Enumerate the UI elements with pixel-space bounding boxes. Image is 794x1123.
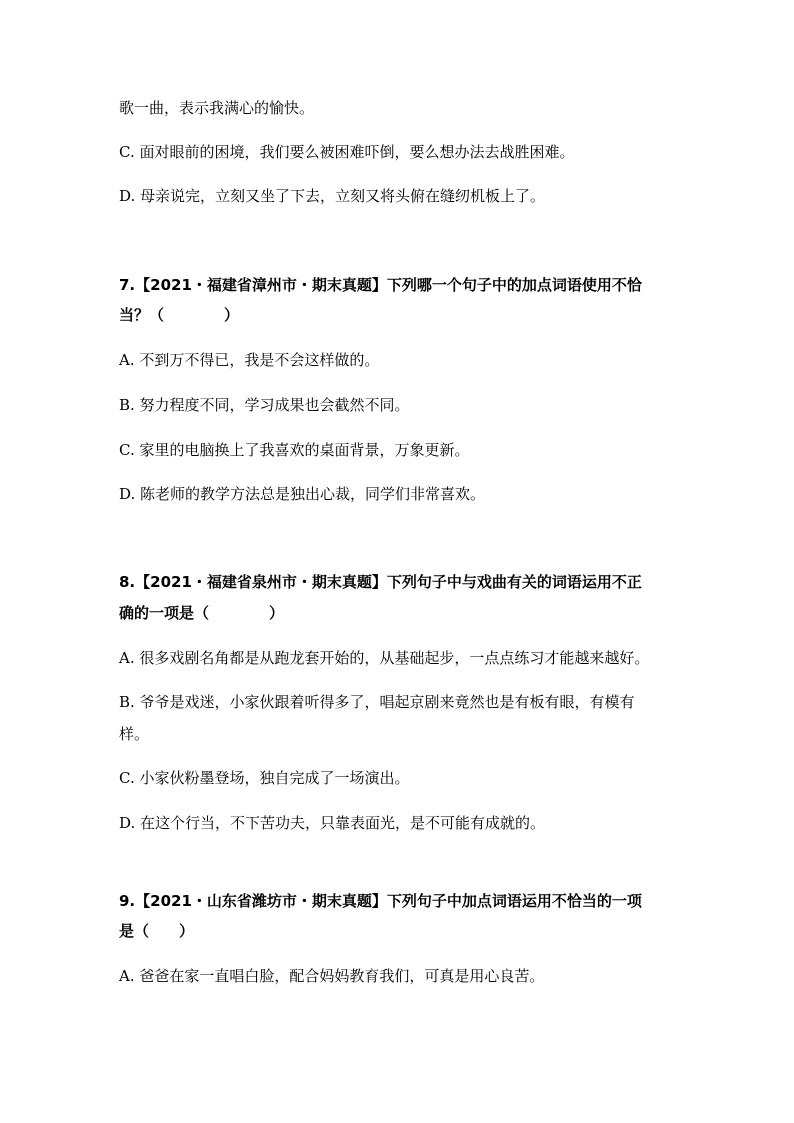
question-9-stem-cont: 是（ ） — [119, 922, 195, 940]
question-9-stem: 9.【2021・山东省潍坊市・期末真题】下列句子中加点词语运用不恰当的一项 — [119, 892, 642, 910]
question-8-stem: 8.【2021・福建省泉州市・期末真题】下列句子中与戏曲有关的词语运用不正 — [119, 573, 642, 591]
question-8-option-c: C. 小家伙粉墨登场，独自完成了一场演出。 — [119, 769, 410, 787]
question-8-option-a: A. 很多戏剧名角都是从跑龙套开始的，从基础起步，一点点练习才能越来越好。 — [119, 649, 650, 667]
question-9-option-a: A. 爸爸在家一直唱白脸，配合妈妈教育我们，可真是用心良苦。 — [119, 967, 545, 985]
question-7-option-d: D. 陈老师的教学方法总是独出心裁，同学们非常喜欢。 — [119, 485, 486, 503]
question-7-option-a: A. 不到万不得已，我是不会这样做的。 — [119, 351, 380, 369]
question-8-option-b-cont: 样。 — [119, 725, 150, 743]
question-8-option-d: D. 在这个行当，不下苦功夫，只靠表面光，是不可能有成就的。 — [119, 814, 546, 832]
question-7-stem: 7.【2021・福建省漳州市・期末真题】下列哪一个句子中的加点词语使用不恰 — [119, 276, 642, 294]
option-b-continuation: 歌一曲，表示我满心的愉快。 — [119, 99, 315, 117]
option-c: C. 面对眼前的困境，我们要么被困难吓倒，要么想办法去战胜困难。 — [119, 143, 575, 161]
option-d: D. 母亲说完，立刻又坐了下去，立刻又将头俯在缝纫机板上了。 — [119, 187, 546, 205]
question-7-option-b: B. 努力程度不同，学习成果也会截然不同。 — [119, 396, 410, 414]
question-7-stem-cont: 当？（ ） — [119, 306, 240, 324]
question-7-option-c: C. 家里的电脑换上了我喜欢的桌面背景，万象更新。 — [119, 441, 470, 459]
question-8-option-b: B. 爷爷是戏迷，小家伙跟着听得多了，唱起京剧来竟然也是有板有眼，有模有 — [119, 693, 635, 711]
question-8-stem-cont: 确的一项是（ ） — [119, 604, 285, 622]
